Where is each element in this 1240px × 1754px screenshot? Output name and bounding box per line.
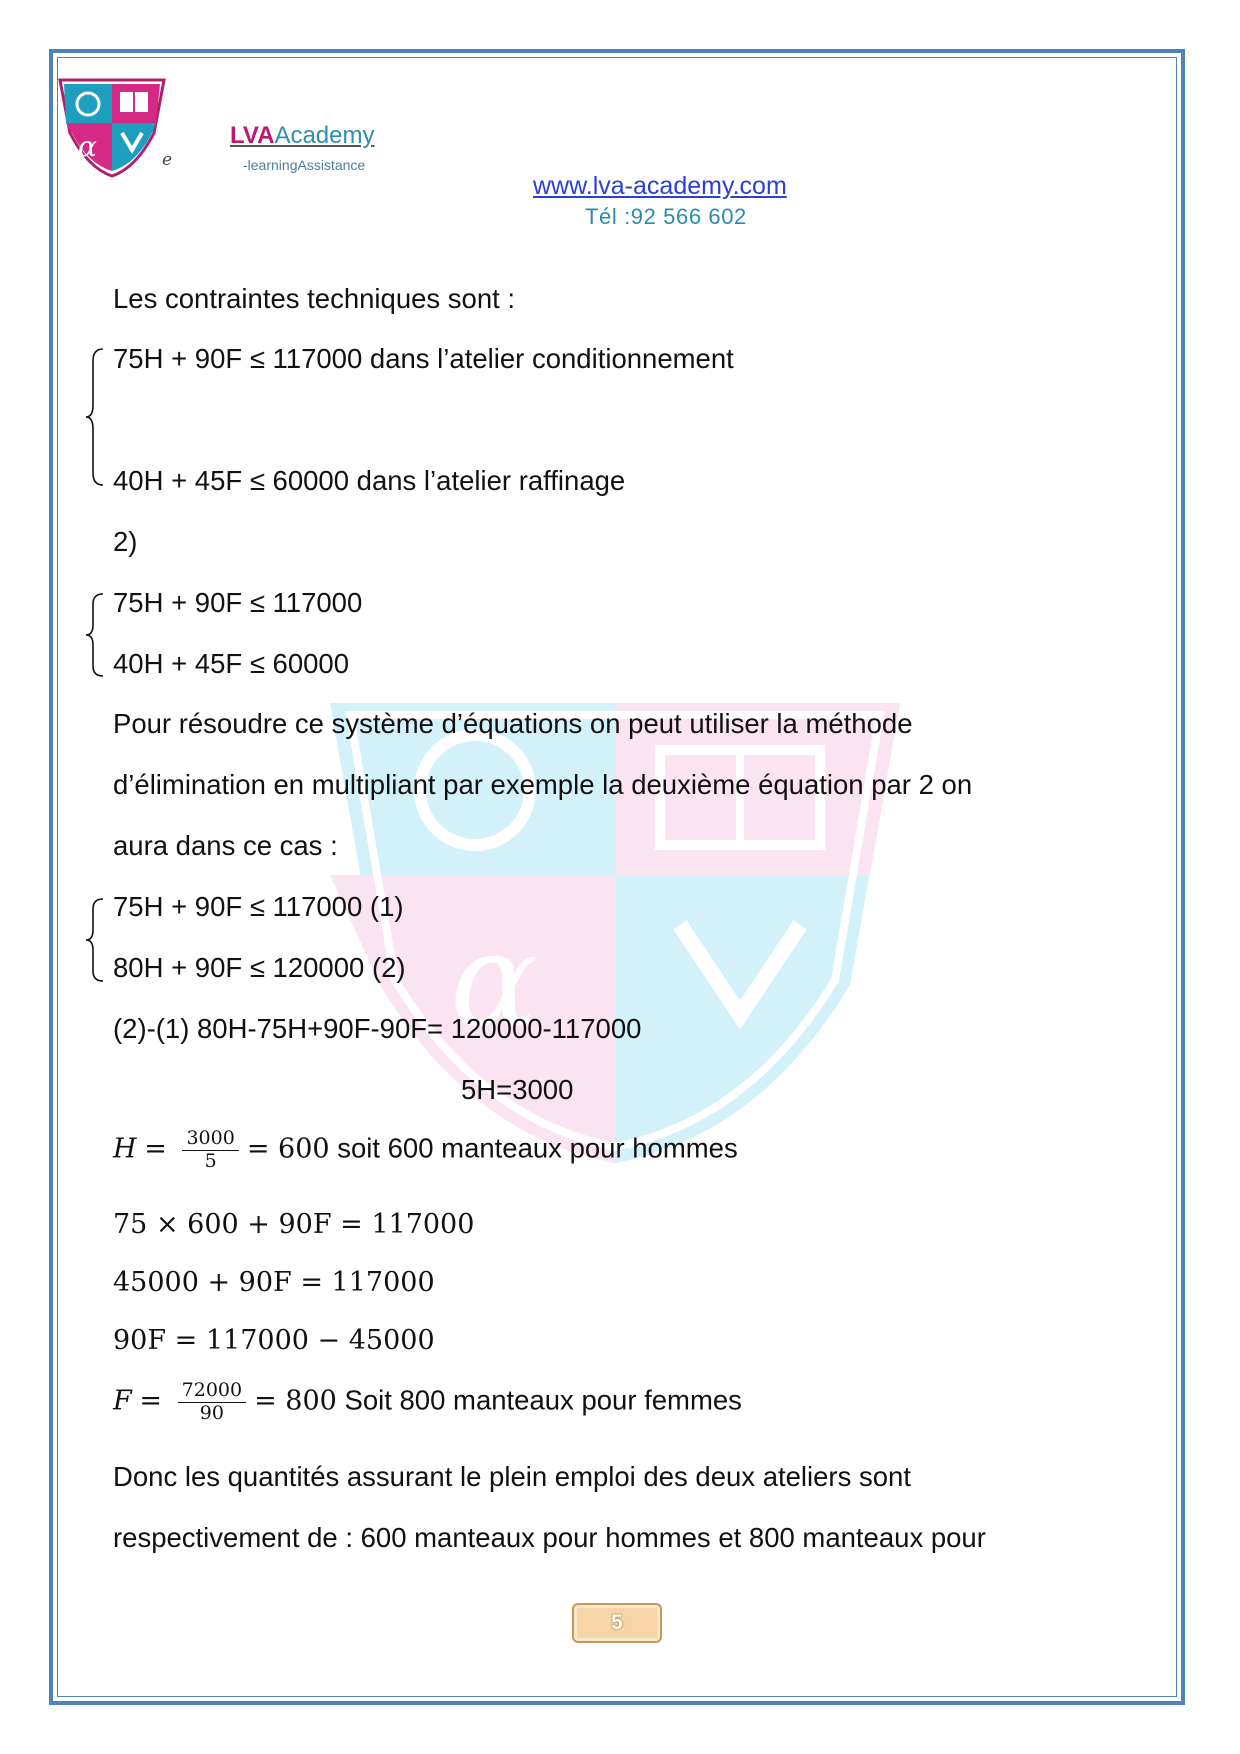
f-result: = 800 <box>254 1385 337 1417</box>
question-label: 2) <box>113 526 138 557</box>
equation-line: 90F = 117000 − 45000 <box>113 1325 435 1356</box>
equals-sign: = <box>144 1133 167 1165</box>
conclusion-line: Donc les quantités assurant le plein emploi des deux ateliers sont <box>113 1461 911 1492</box>
h-denominator: 5 <box>204 1149 217 1172</box>
system1-line1: 75H + 90F ≤ 117000 dans l’atelier conditionnement <box>113 343 734 374</box>
paragraph-line: aura dans ce cas : <box>113 830 338 861</box>
intro-text: Les contraintes techniques sont : <box>113 283 516 314</box>
h-result: = 600 <box>246 1133 330 1165</box>
equation-line: 75 × 600 + 90F = 117000 <box>113 1209 475 1240</box>
brand-name <box>230 122 374 150</box>
system3-line1: 75H + 90F ≤ 117000 (1) <box>113 891 404 922</box>
lva-logo-shield-icon <box>58 78 166 178</box>
h-fraction <box>182 1128 238 1173</box>
f-numerator: 72000 <box>178 1380 246 1403</box>
svg-text:α: α <box>78 130 97 163</box>
phone-number: Tél :92 566 602 <box>585 204 747 229</box>
page-number-badge: 5 <box>572 1603 662 1643</box>
system-brace-icon <box>83 592 107 678</box>
system-brace-icon <box>83 347 107 487</box>
f-variable: F <box>113 1385 132 1417</box>
system2-line2: 40H + 45F ≤ 60000 <box>113 648 350 679</box>
result-5h: 5H=3000 <box>461 1074 574 1105</box>
f-fraction <box>178 1380 246 1425</box>
h-text: soit 600 manteaux pour hommes <box>329 1132 738 1164</box>
f-text: Soit 800 manteaux pour femmes <box>336 1384 742 1416</box>
paragraph-line: d’élimination en multipliant par exemple la deuxième équation par 2 on <box>113 769 973 800</box>
equals-sign: = <box>139 1385 162 1417</box>
brand-tagline: -learningAssistance <box>243 157 366 173</box>
brand-academy: Academy <box>274 122 375 149</box>
h-numerator: 3000 <box>182 1128 238 1151</box>
brand-lva: LVA <box>230 122 275 149</box>
logo-e-mark: e <box>162 150 173 170</box>
system2-line1: 75H + 90F ≤ 117000 <box>113 587 363 618</box>
conclusion-line: respectivement de : 600 manteaux pour hommes et 800 manteaux pour <box>113 1522 986 1553</box>
f-equation <box>113 1380 742 1425</box>
watermark-shield-icon <box>330 695 900 1165</box>
equation-line: 45000 + 90F = 117000 <box>113 1267 435 1298</box>
paragraph-line: Pour résoudre ce système d’équations on peut utiliser la méthode <box>113 708 913 739</box>
svg-text:α: α <box>450 904 538 1056</box>
difference-line: (2)-(1) 80H-75H+90F-90F= 120000-117000 <box>113 1013 642 1044</box>
h-variable: H <box>113 1133 137 1165</box>
system1-line2: 40H + 45F ≤ 60000 dans l’atelier raffinage <box>113 465 626 496</box>
h-equation <box>113 1128 738 1173</box>
system-brace-icon <box>83 897 107 983</box>
f-denominator: 90 <box>199 1401 224 1424</box>
system3-line2: 80H + 90F ≤ 120000 (2) <box>113 952 406 983</box>
website-link[interactable]: www.lva-academy.com <box>533 172 787 200</box>
